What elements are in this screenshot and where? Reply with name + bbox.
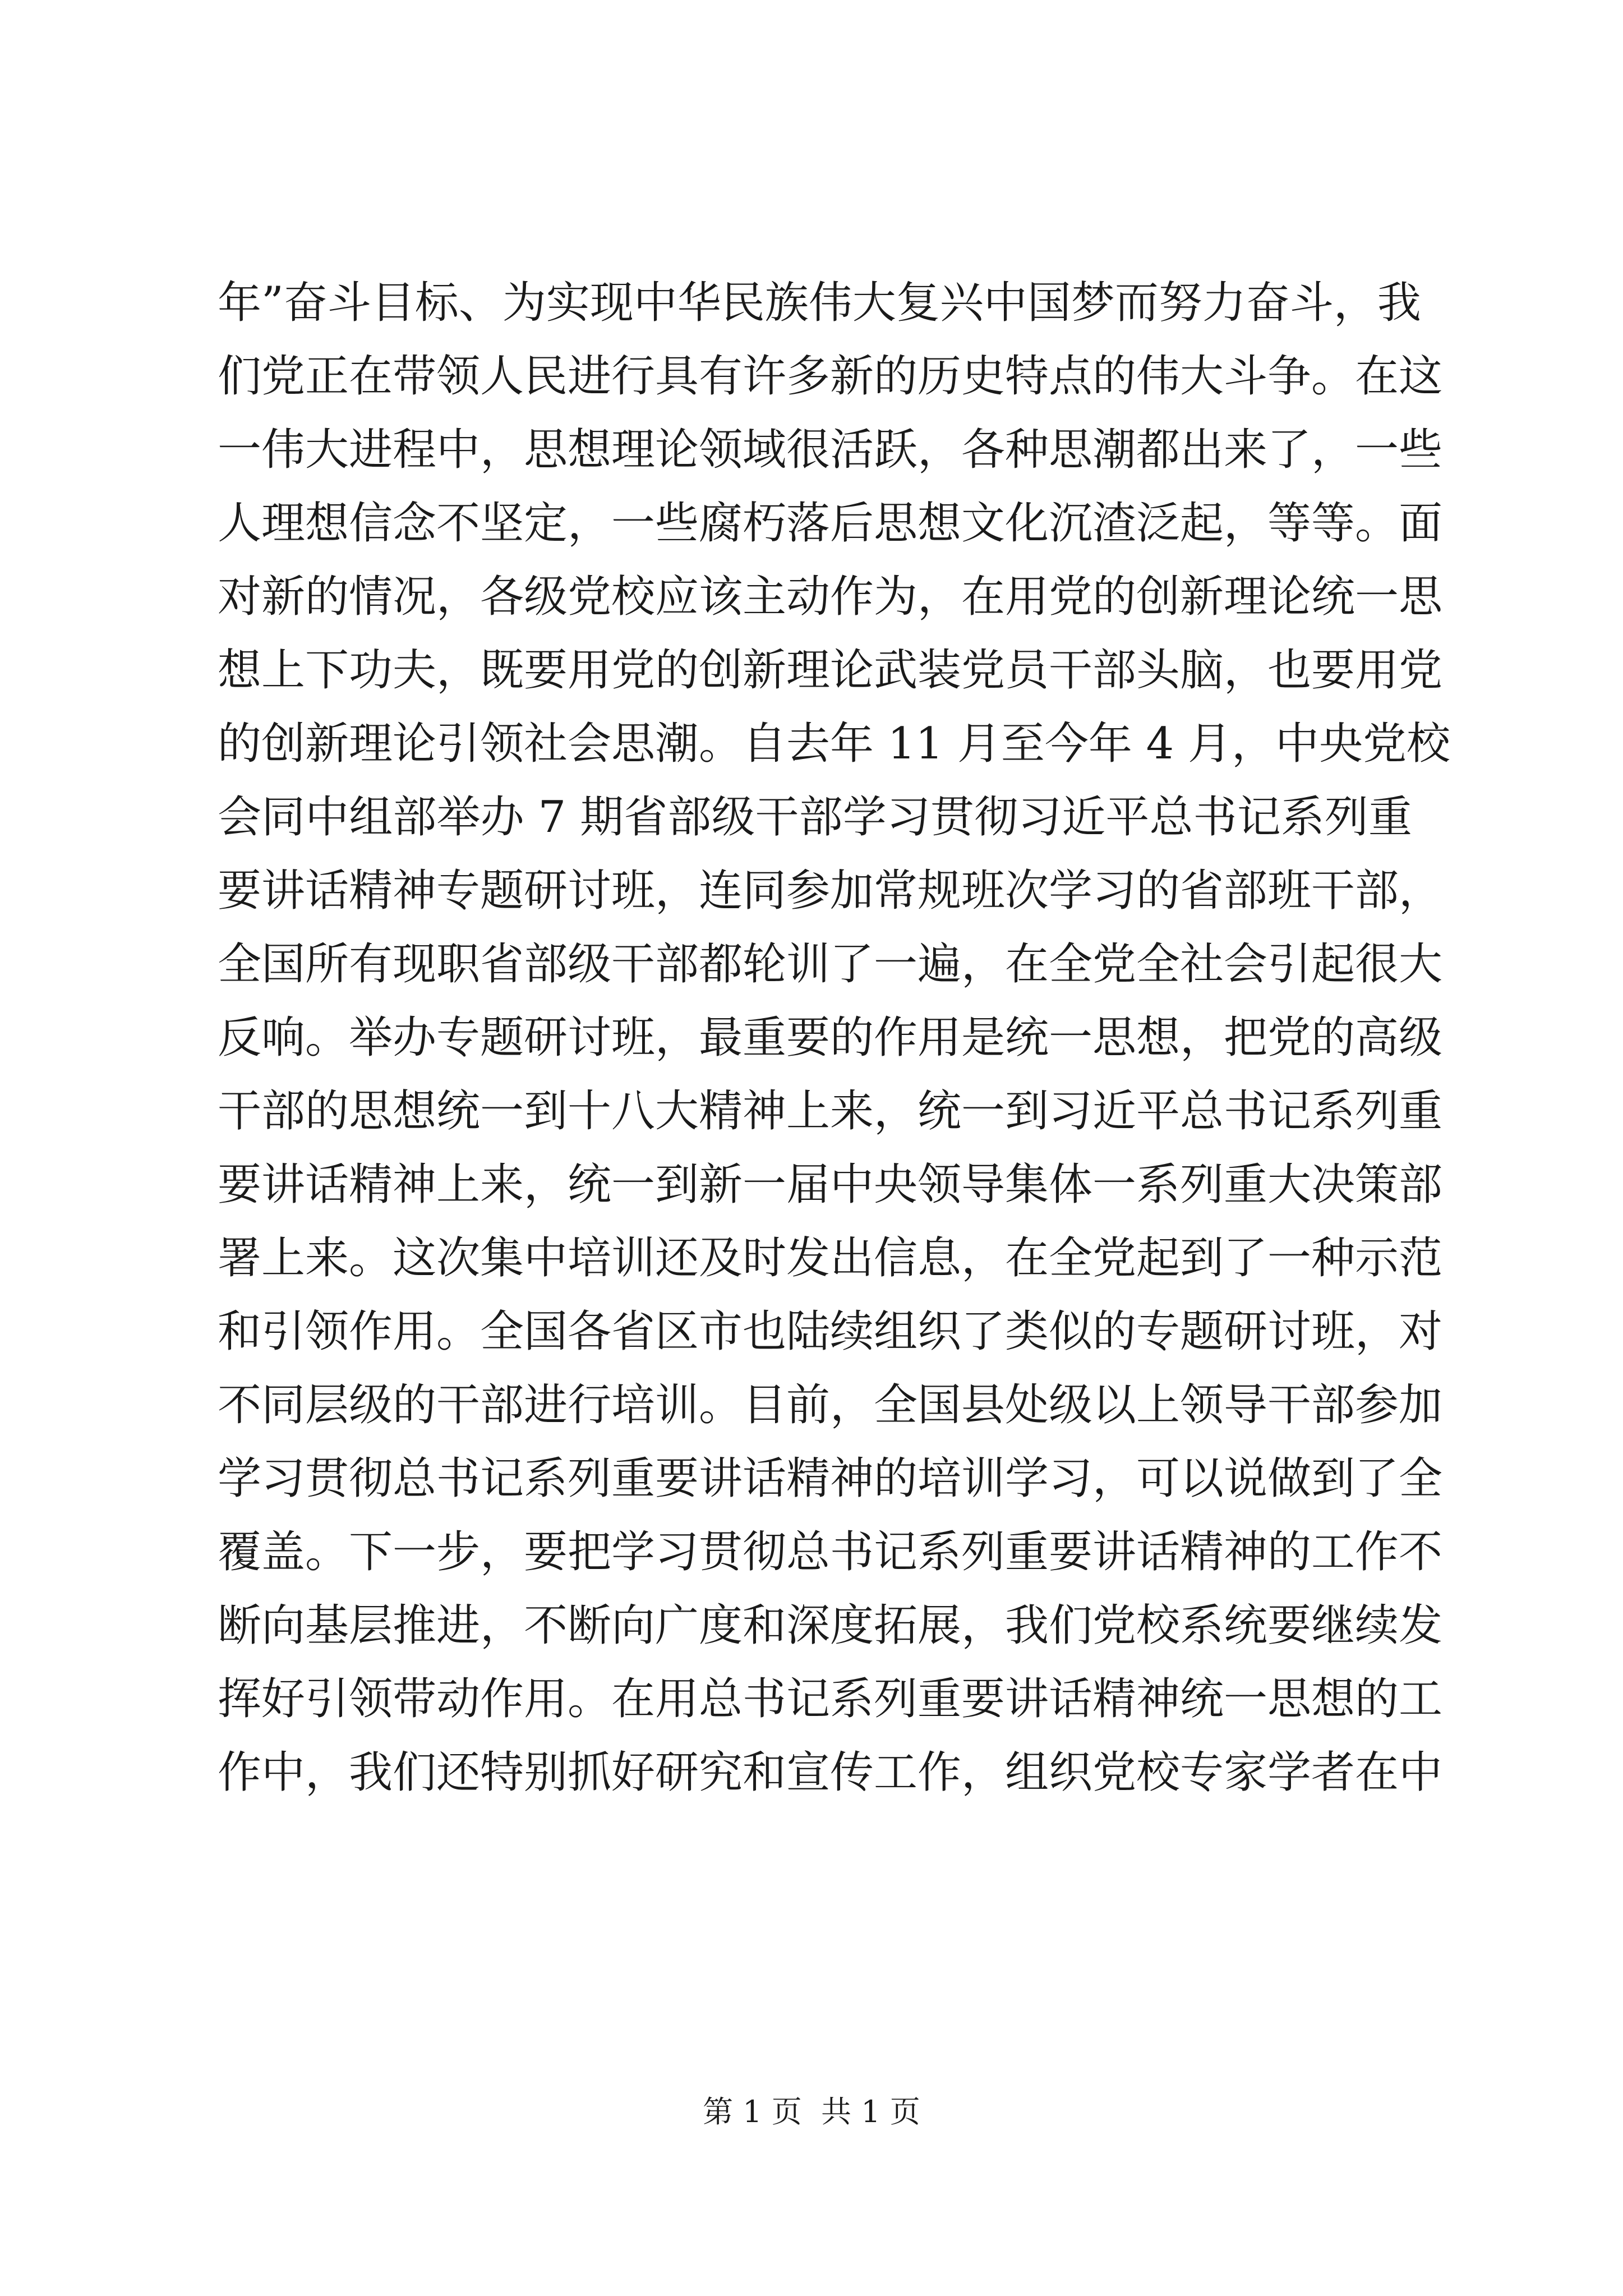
text-line: 作中，我们还特别抓好研究和宣传工作，组织党校专家学者在中 [218,1747,1443,1798]
text-line: 想上下功夫，既要用党的创新理论武装党员干部头脑，也要用党 [218,645,1443,696]
text-line: 人理想信念不坚定，一些腐朽落后思想文化沉渣泛起，等等。面 [218,498,1443,549]
text-line: 会同中组部举办 7 期省部级干部学习贯彻习近平总书记系列重 [218,792,1412,843]
text-line: 干部的思想统一到十八大精神上来，统一到习近平总书记系列重 [218,1086,1443,1137]
text-line: 的创新理论引领社会思潮。自去年 11 月至今年 4 月，中央党校 [218,719,1451,769]
text-line: 年”奋斗目标、为实现中华民族伟大复兴中国梦而努力奋斗，我 [218,278,1421,328]
text-line: 断向基层推进，不断向广度和深度拓展，我们党校系统要继续发 [218,1600,1443,1651]
text-line: 和引领作用。全国各省区市也陆续组织了类似的专题研讨班，对 [218,1306,1443,1357]
text-line: 覆盖。下一步，要把学习贯彻总书记系列重要讲话精神的工作不 [218,1527,1443,1577]
text-line: 全国所有现职省部级干部都轮训了一遍，在全党全社会引起很大 [218,939,1443,990]
page-footer: 第 1 页 共 1 页 [703,2094,920,2129]
text-line: 对新的情况，各级党校应该主动作为，在用党的创新理论统一思 [218,572,1443,622]
text-line: 们党正在带领人民进行具有许多新的历史特点的伟大斗争。在这 [218,351,1443,402]
text-line: 一伟大进程中，思想理论领域很活跃，各种思潮都出来了，一些 [218,425,1443,475]
text-line: 署上来。这次集中培训还及时发出信息，在全党起到了一种示范 [218,1233,1443,1283]
text-line: 学习贯彻总书记系列重要讲话精神的培训学习，可以说做到了全 [218,1453,1443,1504]
body-text [218,266,1451,1810]
text-line: 反响。举办专题研讨班，最重要的作用是统一思想，把党的高级 [218,1013,1443,1063]
text-line: 挥好引领带动作用。在用总书记系列重要讲话精神统一思想的工 [218,1674,1443,1724]
text-line: 要讲话精神上来，统一到新一届中央领导集体一系列重大决策部 [218,1159,1443,1210]
text-line: 不同层级的干部进行培训。目前，全国县处级以上领导干部参加 [218,1380,1443,1430]
text-line: 要讲话精神专题研讨班，连同参加常规班次学习的省部班干部， [218,866,1443,916]
